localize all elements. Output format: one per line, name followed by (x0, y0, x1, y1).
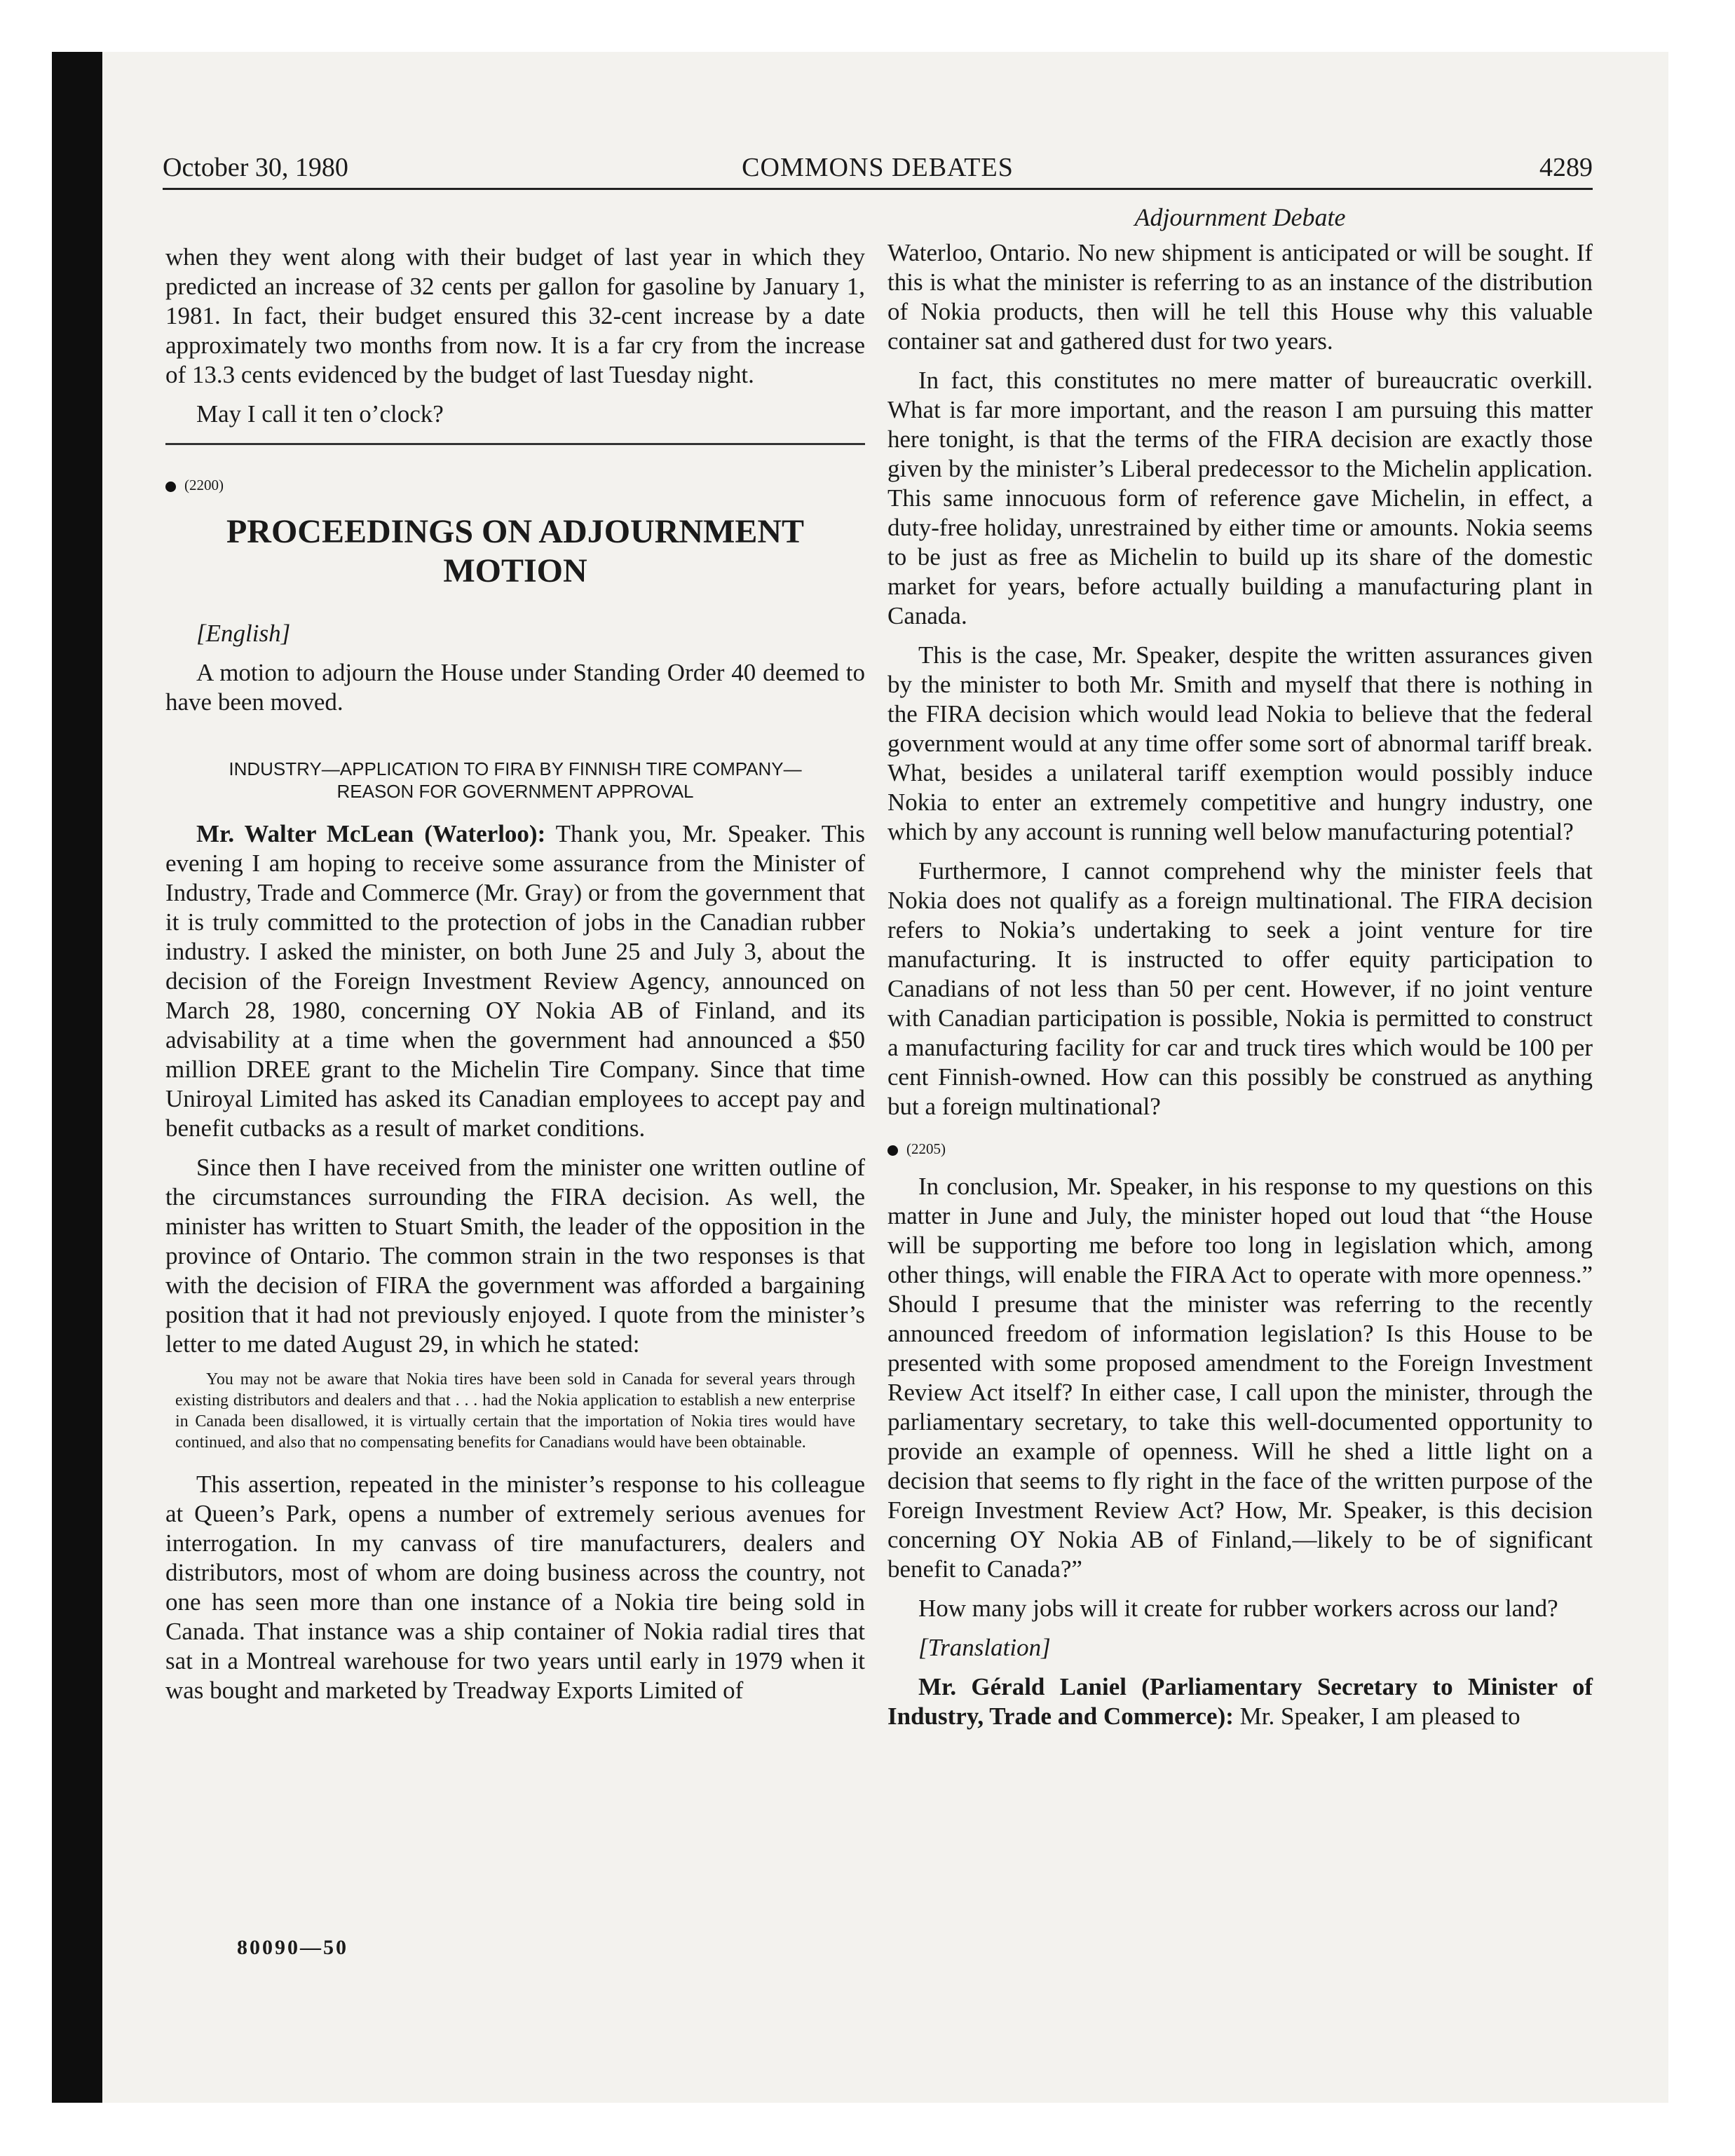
paragraph (887, 1672, 1593, 1731)
paragraph: This assertion, repeated in the minister’s response to his colleague at Queen’s Park, opens a number of extremely serious avenues for interrogation. In my canvass of tire manufacturers, dealers and distributors, most of whom are doing business across the country, not one has seen more than one instance of a Nokia tire being sold in Canada. That instance was a ship container of Nokia radial tires that sat in a Montreal warehouse for two years until early in 1979 when it was bought and marketed by Treadway Exports Limited of (165, 1471, 865, 1704)
debate-topic: INDUSTRY—APPLICATION TO FIRA BY FINNISH TIRE COMPANY—REASON FOR GOVERNMENT APPROVAL (229, 758, 802, 802)
paragraph: A motion to adjourn the House under Standing Order 40 deemed to have been moved. (165, 659, 865, 716)
paragraph: In fact, this constitutes no mere matter of bureaucratic overkill. What is far more important, and the reason I am pursuing this matter here tonight, is that the terms of the FIRA decision are exactly those given by the minister’s Liberal predecessor to the Michelin application. This same innocuous form of reference gave Michelin, in effect, a duty-free holiday, unrestrained by either time or amounts. Nokia seems to be just as free as Michelin to build up its share of the domestic market for years, before actually building a manufacturing plant in Canada. (887, 367, 1593, 629)
speaker-name: Mr. Gérald Laniel (Parliamentary Secretary to Minister of Industry, Trade and Commerce): (887, 1673, 1593, 1730)
section-title: PROCEEDINGS ON ADJOURNMENT MOTION (226, 513, 805, 589)
time-marker-label: (2200) (184, 477, 224, 493)
print-code: 80090—50 (237, 1936, 348, 1959)
paragraph: May I call it ten o’clock? (196, 400, 444, 428)
speech-text: Thank you, Mr. Speaker. This evening I am hoping to receive some assurance from the Minister of Industry, Trade and Commerce (Mr. Gray) or from the government that it is truly committed to the protection of jobs in the Canadian rubber industry. I asked the minister, on both June 25 and July 3, about the decision of the Foreign Investment Review Agency, announced on March 28, 1980, concerning OY Nokia AB of Finland, and its advisability at a time when the government had announced a $50 million DREE grant to the Michelin Tire Company. Since that time Uniroyal Limited has asked its Canadian employees to accept pay and benefit cutbacks as a result of market conditions. (165, 820, 865, 1142)
language-tag: [Translation] (918, 1634, 1051, 1661)
divider (165, 443, 865, 445)
paragraph: This is the case, Mr. Speaker, despite the written assurances given by the minister to both Mr. Smith and myself that there is nothing in the FIRA decision which would lead Nokia to believe that the federal government would at any time offer some sort of abnormal tariff break. What, besides a unilateral tariff exemption would possibly induce Nokia to enter an extremely competitive and hungry industry, one which by any account is running well below manufacturing potential? (887, 641, 1593, 845)
section-running-head: Adjournment Debate (1134, 203, 1346, 231)
header-date: October 30, 1980 (163, 153, 348, 182)
paragraph: Furthermore, I cannot comprehend why the minister feels that Nokia does not qualify as a foreign multinational. The FIRA decision refers to Nokia’s undertaking to seek a joint venture for tire manufacturing. It is instructed to offer equity participation to Canadians of not less than 50 per cent. However, if no joint venture with Canadian participation is possible, Nokia is permitted to construct a manufacturing facility for car and truck tires which would be 100 per cent Finnish-owned. How can this possibly be construed as anything but a foreign multinational? (887, 857, 1593, 1120)
time-marker-label: (2205) (906, 1140, 946, 1157)
block-quote: You may not be aware that Nokia tires have been sold in Canada for several years through existing distributors and dealers and that . . . had the Nokia application to establish a new enterprise in Canada been disallowed, it is virtually certain that the importation of Nokia tires would have continued, and also that no compensating benefits for Canadians would have been obtainable. (175, 1370, 855, 1452)
paragraph: Since then I have received from the minister one written outline of the circumstances surrounding the FIRA decision. As well, the minister has written to Stuart Smith, the leader of the opposition in the province of Ontario. The common strain in the two responses is that with the decision of FIRA the government was afforded a bargaining position that it had not previously enjoyed. I quote from the minister’s letter to me dated August 29, in which he stated: (165, 1154, 865, 1358)
paragraph: How many jobs will it create for rubber workers across our land? (918, 1595, 1558, 1622)
paragraph: In conclusion, Mr. Speaker, in his response to my questions on this matter in June and July, the minister hoped out loud that “the House will be supporting me before too long in legislation which, among other things, will enable the FIRA Act to operate with more openness.” Should I presume that the minister was referring to the recently announced freedom of information legislation? Is this House to be presented with some proposed amendment to the Foreign Investment Review Act itself? In either case, I call upon the minister, through the parliamentary secretary, to take this well-documented opportunity to provide an example of openness. Will he shed a little light on a decision that seems to fly right in the face of the written purpose of the Foreign Investment Review Act? How, Mr. Speaker, is this decision concerning OY Nokia AB of Finland,—likely to be of significant benefit to Canada?” (887, 1173, 1593, 1583)
speaker-name: Mr. Walter McLean (Waterloo): (196, 820, 546, 847)
page-header (163, 147, 1593, 190)
scan-border (52, 52, 102, 2103)
language-tag: [English] (196, 620, 291, 647)
right-column (887, 238, 1593, 1741)
time-marker (165, 470, 865, 500)
speech-text: Mr. Speaker, I am pleased to (1233, 1703, 1520, 1730)
bullet-icon (887, 1145, 898, 1156)
paragraph: Waterloo, Ontario. No new shipment is anticipated or will be sought. If this is what the minister is referring to as an instance of the distribution of Nokia products, then will he tell this House why this valuable container sat and gathered dust for two years. (887, 239, 1593, 355)
paragraph (165, 819, 865, 1143)
left-column (165, 243, 865, 1715)
header-title: COMMONS DEBATES (742, 153, 1014, 182)
bullet-icon (165, 482, 176, 492)
page-number: 4289 (1539, 153, 1593, 182)
time-marker (887, 1134, 1593, 1164)
paragraph: when they went along with their budget of last year in which they predicted an increase of 32 cents per gallon for gasoline by January 1, 1981. In fact, their budget ensured this 32-cent increase by a date approximately two months from now. It is a far cry from the increase of 13.3 cents evidenced by the budget of last Tuesday night. (165, 243, 865, 388)
